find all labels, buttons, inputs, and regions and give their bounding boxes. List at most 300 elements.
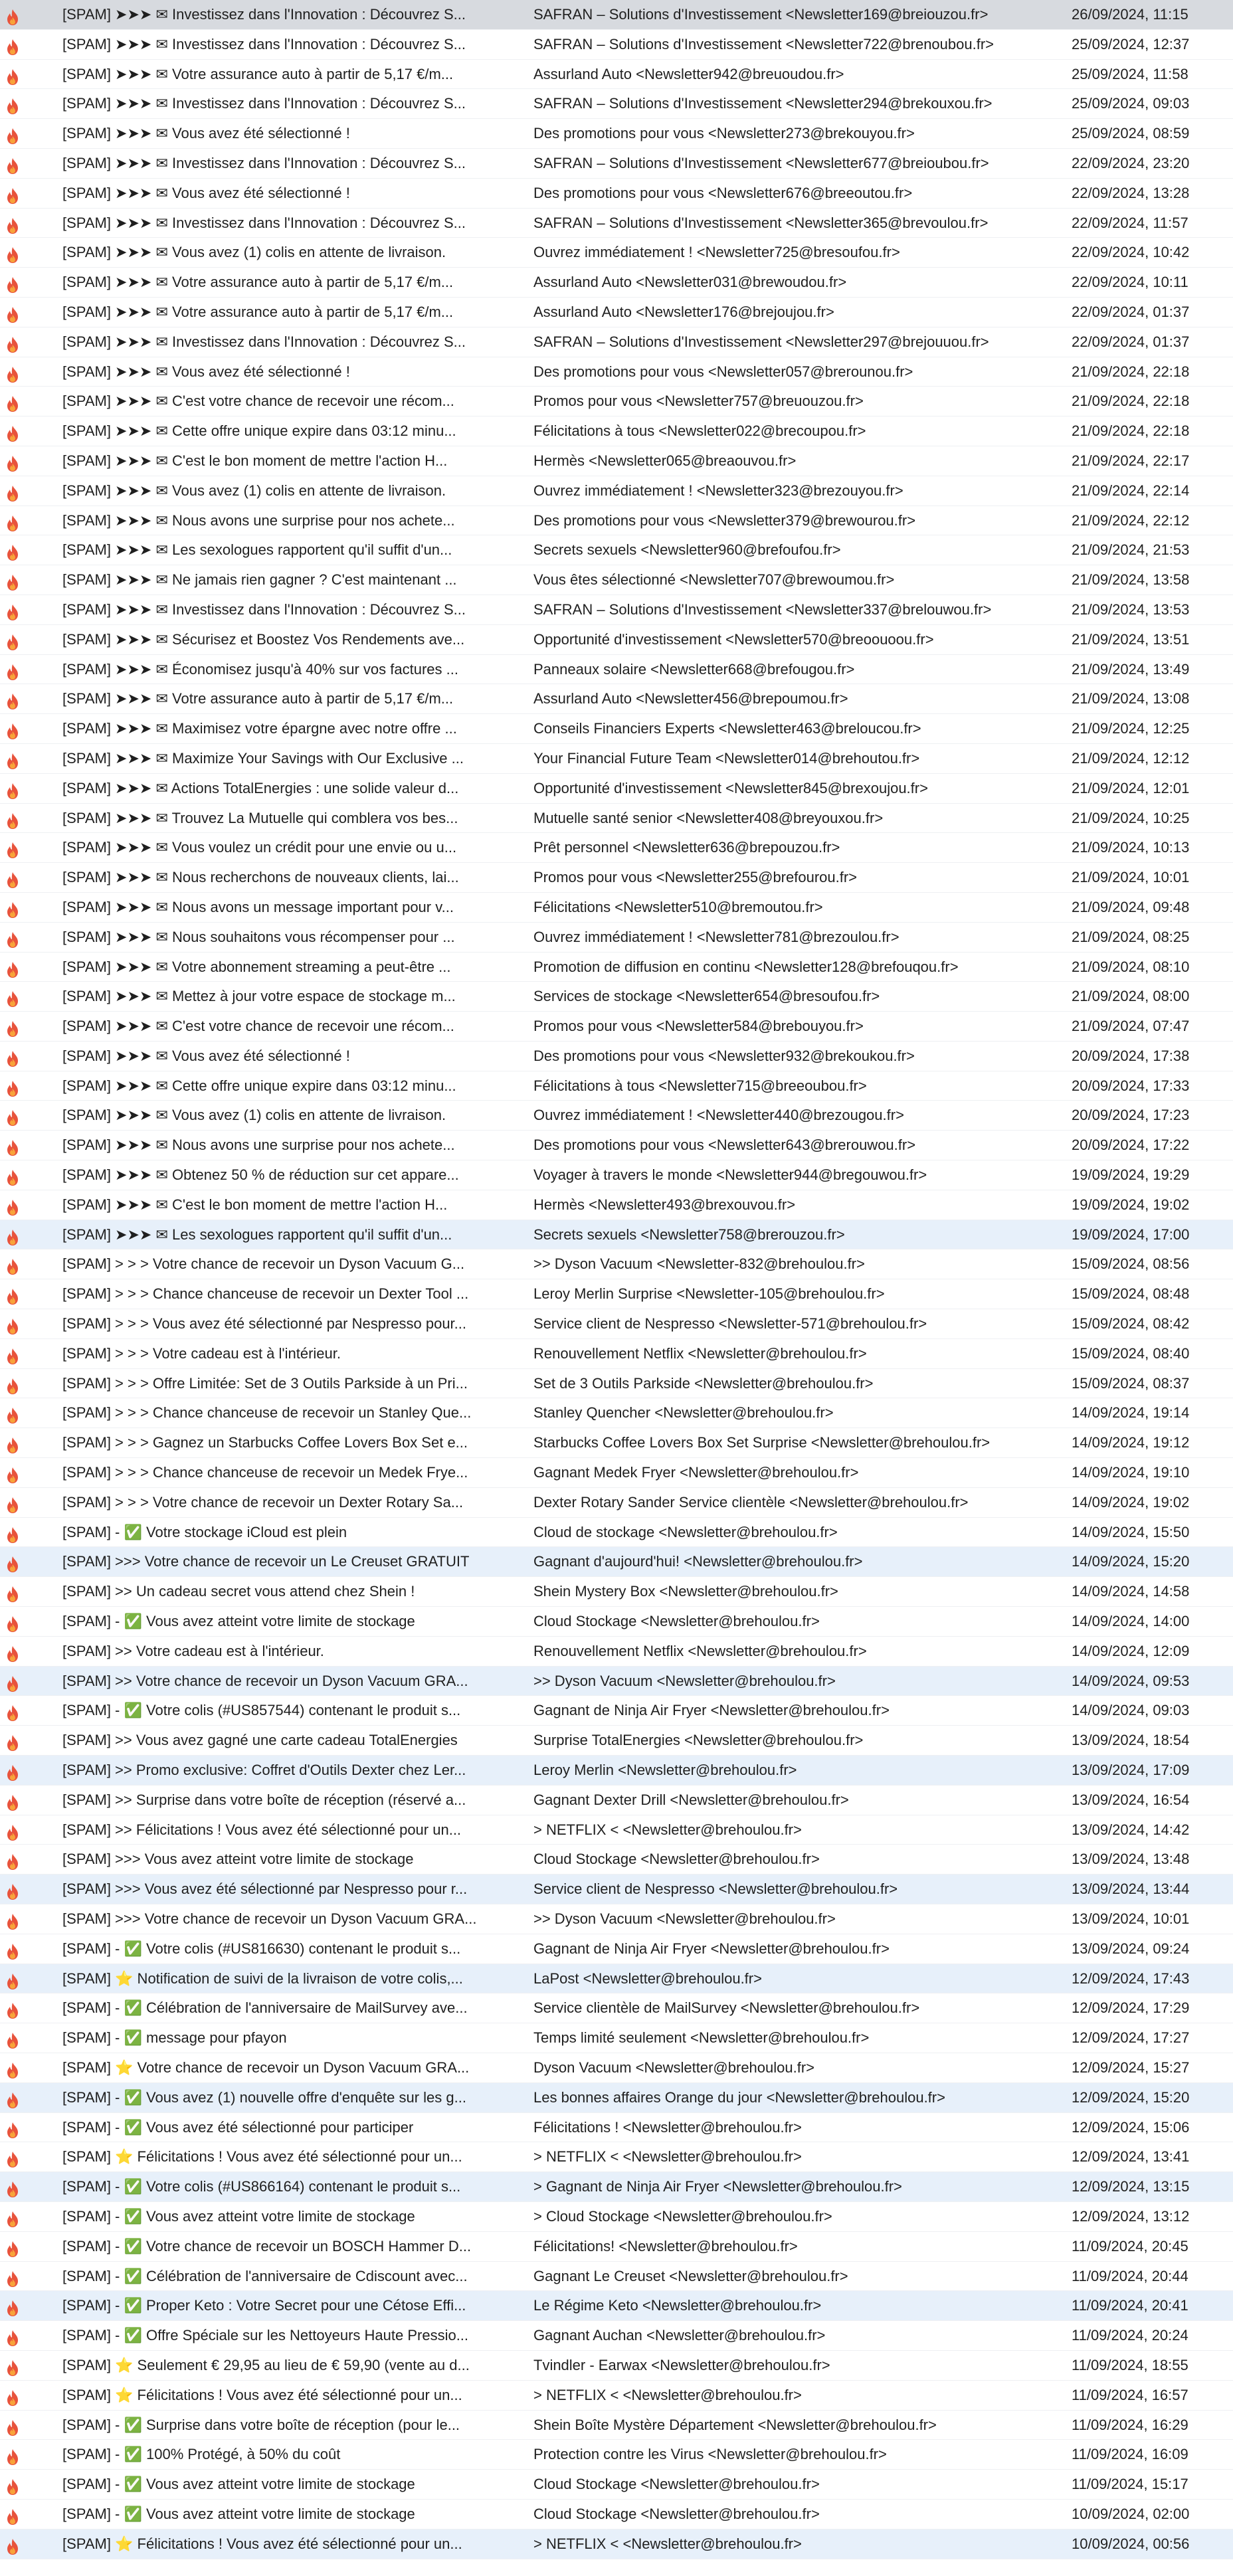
message-row[interactable] xyxy=(0,684,1233,714)
message-sender: SAFRAN – Solutions d'Investissement <Newsletter294@brekouxou.fr> xyxy=(533,95,993,112)
message-sender: Dexter Rotary Sander Service clientèle <Newsletter@brehoulou.fr> xyxy=(533,1493,969,1511)
message-subject: [SPAM] ➤➤➤ ✉ Ne jamais rien gagner ? C'est maintenant ... xyxy=(62,571,457,589)
message-row[interactable] xyxy=(0,2500,1233,2530)
message-date: 12/09/2024, 17:29 xyxy=(1072,1999,1190,2017)
message-date: 22/09/2024, 10:42 xyxy=(1072,244,1190,261)
message-row[interactable] xyxy=(0,446,1233,476)
message-sender: Des promotions pour vous <Newsletter643@brerouwou.fr> xyxy=(533,1137,916,1154)
message-sender: Prêt personnel <Newsletter636@brepouzou.fr> xyxy=(533,839,840,856)
junk-flame-icon xyxy=(5,7,20,24)
message-subject: [SPAM] ➤➤➤ ✉ Cette offre unique expire dans 03:12 minu... xyxy=(62,1077,456,1094)
message-subject: [SPAM] - ✅ Votre colis (#US866164) contenant le produit s... xyxy=(62,2178,461,2195)
message-row[interactable] xyxy=(0,2262,1233,2292)
message-subject: [SPAM] >> Promo exclusive: Coffret d'Outils Dexter chez Ler... xyxy=(62,1762,466,1779)
junk-flame-icon xyxy=(5,781,20,798)
message-row[interactable] xyxy=(0,1904,1233,1934)
message-subject: [SPAM] ➤➤➤ ✉ Nous avons une surprise pour nos achete... xyxy=(62,511,455,529)
message-date: 20/09/2024, 17:22 xyxy=(1072,1137,1190,1154)
message-row[interactable] xyxy=(0,209,1233,238)
message-row[interactable] xyxy=(0,893,1233,923)
message-row[interactable] xyxy=(0,1160,1233,1190)
message-subject: [SPAM] ➤➤➤ ✉ Votre assurance auto à partir de 5,17 €/m... xyxy=(62,65,454,82)
message-subject: [SPAM] ➤➤➤ ✉ Vous avez (1) colis en attente de livraison. xyxy=(62,244,446,261)
message-row[interactable] xyxy=(0,2291,1233,2321)
message-subject: [SPAM] ➤➤➤ ✉ Les sexologues rapportent qu'il suffit d'un... xyxy=(62,541,452,559)
message-sender: Service client de Nespresso <Newsletter@brehoulou.fr> xyxy=(533,1881,898,1898)
message-subject: [SPAM] > > > Chance chanceuse de recevoir un Stanley Que... xyxy=(62,1404,472,1422)
message-row[interactable] xyxy=(0,506,1233,536)
message-subject: [SPAM] > > > Votre chance de recevoir un Dyson Vacuum G... xyxy=(62,1255,465,1273)
message-row[interactable] xyxy=(0,476,1233,506)
message-sender: Promotion de diffusion en continu <Newsletter128@brefouqou.fr> xyxy=(533,958,959,975)
message-date: 14/09/2024, 19:12 xyxy=(1072,1434,1190,1451)
message-row[interactable] xyxy=(0,714,1233,744)
message-subject: [SPAM] ➤➤➤ ✉ Votre assurance auto à partir de 5,17 €/m... xyxy=(62,690,454,707)
message-subject: [SPAM] ➤➤➤ ✉ Vous avez (1) colis en attente de livraison. xyxy=(62,1107,446,1124)
message-row[interactable] xyxy=(0,1577,1233,1607)
message-row[interactable] xyxy=(0,1398,1233,1428)
message-sender: > Cloud Stockage <Newsletter@brehoulou.fr> xyxy=(533,2207,832,2225)
message-sender: Les bonnes affaires Orange du jour <Newsletter@brehoulou.fr> xyxy=(533,2088,945,2106)
message-date: 10/09/2024, 00:56 xyxy=(1072,2535,1190,2552)
message-row[interactable] xyxy=(0,953,1233,982)
message-row[interactable] xyxy=(0,1309,1233,1339)
message-row[interactable] xyxy=(0,238,1233,268)
message-date: 13/09/2024, 16:54 xyxy=(1072,1791,1190,1808)
message-date: 15/09/2024, 08:40 xyxy=(1072,1344,1190,1362)
junk-flame-icon xyxy=(5,1851,20,1869)
junk-flame-icon xyxy=(5,810,20,828)
message-row[interactable] xyxy=(0,2321,1233,2351)
message-row[interactable] xyxy=(0,1131,1233,1160)
message-row[interactable] xyxy=(0,833,1233,863)
junk-flame-icon xyxy=(5,304,20,322)
message-row[interactable] xyxy=(0,1786,1233,1815)
message-sender: Gagnant Dexter Drill <Newsletter@brehoulou.fr> xyxy=(533,1791,849,1808)
message-subject: [SPAM] ➤➤➤ ✉ Investissez dans l'Innovation : Découvrez S... xyxy=(62,154,466,171)
message-date: 25/09/2024, 08:59 xyxy=(1072,125,1190,142)
message-subject: [SPAM] > > > Gagnez un Starbucks Coffee Lovers Box Set e... xyxy=(62,1434,468,1451)
message-sender: Starbucks Coffee Lovers Box Set Surprise <Newsletter@brehoulou.fr> xyxy=(533,1434,991,1451)
message-subject: [SPAM] >>> Votre chance de recevoir un Dyson Vacuum GRA... xyxy=(62,1910,477,1927)
message-subject: [SPAM] >> Votre chance de recevoir un Dyson Vacuum GRA... xyxy=(62,1672,468,1689)
message-subject: [SPAM] - ✅ 100% Protégé, à 50% du coût xyxy=(62,2446,341,2463)
junk-flame-icon xyxy=(5,2417,20,2435)
junk-flame-icon xyxy=(5,2030,20,2047)
message-row[interactable] xyxy=(0,1428,1233,1458)
message-sender: SAFRAN – Solutions d'Investissement <Newsletter677@breioubou.fr> xyxy=(533,154,989,171)
message-date: 21/09/2024, 22:18 xyxy=(1072,393,1190,410)
message-row[interactable] xyxy=(0,1220,1233,1250)
junk-flame-icon xyxy=(5,2060,20,2077)
junk-flame-icon xyxy=(5,1584,20,1601)
message-sender: Assurland Auto <Newsletter176@brejoujou.fr> xyxy=(533,303,834,320)
message-row[interactable] xyxy=(0,1369,1233,1399)
message-date: 25/09/2024, 09:03 xyxy=(1072,95,1190,112)
message-row[interactable] xyxy=(0,2142,1233,2172)
message-date: 21/09/2024, 13:58 xyxy=(1072,571,1190,589)
message-sender: Ouvrez immédiatement ! <Newsletter781@brezoulou.fr> xyxy=(533,928,900,945)
junk-flame-icon xyxy=(5,2328,20,2345)
message-sender: Your Financial Future Team <Newsletter014@brehoutou.fr> xyxy=(533,749,920,767)
message-sender: Assurland Auto <Newsletter942@breuoudou.fr> xyxy=(533,65,844,82)
message-date: 21/09/2024, 10:13 xyxy=(1072,839,1190,856)
message-row[interactable] xyxy=(0,1637,1233,1667)
message-sender: Conseils Financiers Experts <Newsletter463@breloucou.fr> xyxy=(533,720,921,737)
message-sender: Vous êtes sélectionné <Newsletter707@brewoumou.fr> xyxy=(533,571,895,589)
junk-flame-icon xyxy=(5,155,20,173)
message-subject: [SPAM] ➤➤➤ ✉ Sécurisez et Boostez Vos Rendements ave... xyxy=(62,630,465,648)
message-sender: Renouvellement Netflix <Newsletter@brehoulou.fr> xyxy=(533,1344,867,1362)
message-subject: [SPAM] - ✅ Offre Spéciale sur les Nettoyeurs Haute Pressio... xyxy=(62,2327,469,2344)
junk-flame-icon xyxy=(5,244,20,262)
message-row[interactable] xyxy=(0,2113,1233,2143)
message-row[interactable] xyxy=(0,89,1233,119)
message-sender: >> Dyson Vacuum <Newsletter@brehoulou.fr> xyxy=(533,1672,836,1689)
message-subject: [SPAM] ⭐ Félicitations ! Vous avez été sélectionné pour un... xyxy=(62,2148,462,2165)
message-subject: [SPAM] ⭐ Votre chance de recevoir un Dyson Vacuum GRA... xyxy=(62,2059,470,2076)
message-date: 13/09/2024, 09:24 xyxy=(1072,1940,1190,1957)
message-row[interactable] xyxy=(0,2232,1233,2262)
message-row[interactable] xyxy=(0,1071,1233,1101)
junk-flame-icon xyxy=(5,185,20,203)
message-row[interactable] xyxy=(0,982,1233,1012)
message-row[interactable] xyxy=(0,298,1233,327)
message-subject: [SPAM] > > > Votre cadeau est à l'intérieur. xyxy=(62,1344,341,1362)
message-date: 15/09/2024, 08:56 xyxy=(1072,1255,1190,1273)
message-row[interactable] xyxy=(0,179,1233,209)
message-row[interactable] xyxy=(0,2023,1233,2053)
message-sender: Tvindler - Earwax <Newsletter@brehoulou.fr> xyxy=(533,2356,830,2373)
message-date: 11/09/2024, 16:09 xyxy=(1072,2446,1188,2463)
message-subject: [SPAM] - ✅ Votre chance de recevoir un BOSCH Hammer D... xyxy=(62,2237,472,2254)
message-date: 25/09/2024, 12:37 xyxy=(1072,35,1190,52)
message-row[interactable] xyxy=(0,1815,1233,1845)
message-row[interactable] xyxy=(0,2411,1233,2440)
message-row[interactable] xyxy=(0,1339,1233,1369)
message-subject: [SPAM] ➤➤➤ ✉ Maximize Your Savings with Our Exclusive ... xyxy=(62,749,464,767)
message-subject: [SPAM] > > > Chance chanceuse de recevoir un Medek Frye... xyxy=(62,1464,468,1481)
message-date: 11/09/2024, 20:45 xyxy=(1072,2237,1188,2254)
message-date: 21/09/2024, 10:25 xyxy=(1072,809,1190,826)
message-sender: > NETFLIX < <Newsletter@brehoulou.fr> xyxy=(533,2386,802,2403)
message-row[interactable] xyxy=(0,1279,1233,1309)
message-date: 22/09/2024, 01:37 xyxy=(1072,303,1190,320)
message-sender: Cloud de stockage <Newsletter@brehoulou.fr> xyxy=(533,1523,838,1540)
message-date: 13/09/2024, 13:48 xyxy=(1072,1851,1190,1868)
message-sender: Hermès <Newsletter065@breaouvou.fr> xyxy=(533,452,797,469)
message-row[interactable] xyxy=(0,357,1233,387)
message-row[interactable] xyxy=(0,1012,1233,1042)
message-sender: Félicitations! <Newsletter@brehoulou.fr> xyxy=(533,2237,798,2254)
message-subject: [SPAM] - ✅ Célébration de l'anniversaire de Cdiscount avec... xyxy=(62,2267,468,2284)
junk-flame-icon xyxy=(5,1941,20,1958)
junk-flame-icon xyxy=(5,1465,20,1482)
message-sender: Gagnant d'aujourd'hui! <Newsletter@brehoulou.fr> xyxy=(533,1553,863,1570)
message-row[interactable] xyxy=(0,1964,1233,1994)
message-date: 21/09/2024, 08:00 xyxy=(1072,988,1190,1005)
message-row[interactable] xyxy=(0,2053,1233,2083)
message-subject: [SPAM] ➤➤➤ ✉ Vous avez (1) colis en attente de livraison. xyxy=(62,482,446,499)
message-row[interactable] xyxy=(0,149,1233,179)
message-row[interactable] xyxy=(0,2083,1233,2113)
message-subject: [SPAM] ➤➤➤ ✉ Nous avons un message important pour v... xyxy=(62,898,454,915)
message-row[interactable] xyxy=(0,60,1233,90)
message-row[interactable] xyxy=(0,2351,1233,2381)
junk-flame-icon xyxy=(5,1881,20,1898)
junk-flame-icon xyxy=(5,126,20,143)
message-date: 21/09/2024, 08:10 xyxy=(1072,958,1190,975)
message-date: 21/09/2024, 22:17 xyxy=(1072,452,1190,469)
message-sender: Gagnant Le Creuset <Newsletter@brehoulou.fr> xyxy=(533,2267,848,2284)
message-subject: [SPAM] >> Félicitations ! Vous avez été sélectionné pour un... xyxy=(62,1821,462,1838)
junk-flame-icon xyxy=(5,1702,20,1720)
message-subject: [SPAM] ➤➤➤ ✉ C'est le bon moment de mettre l'action H... xyxy=(62,452,448,469)
message-subject: [SPAM] ➤➤➤ ✉ Vous avez été sélectionné ! xyxy=(62,1047,350,1064)
message-sender: Des promotions pour vous <Newsletter932@brekoukou.fr> xyxy=(533,1047,915,1064)
message-row[interactable] xyxy=(0,1845,1233,1875)
message-date: 13/09/2024, 14:42 xyxy=(1072,1821,1190,1838)
message-row[interactable] xyxy=(0,416,1233,446)
message-subject: [SPAM] ➤➤➤ ✉ Investissez dans l'Innovation : Découvrez S... xyxy=(62,6,466,23)
message-sender: > NETFLIX < <Newsletter@brehoulou.fr> xyxy=(533,2535,802,2552)
message-subject: [SPAM] ➤➤➤ ✉ Votre abonnement streaming a peut-être ... xyxy=(62,958,451,975)
message-sender: Opportunité d'investissement <Newsletter570@breoouoou.fr> xyxy=(533,630,934,648)
message-sender: >> Dyson Vacuum <Newsletter@brehoulou.fr> xyxy=(533,1910,836,1927)
message-sender: Temps limité seulement <Newsletter@brehoulou.fr> xyxy=(533,2029,870,2047)
message-date: 12/09/2024, 13:15 xyxy=(1072,2178,1190,2195)
message-sender: Leroy Merlin Surprise <Newsletter-105@brehoulou.fr> xyxy=(533,1285,885,1303)
message-sender: Félicitations à tous <Newsletter022@brecoupou.fr> xyxy=(533,422,866,440)
message-row[interactable] xyxy=(0,923,1233,953)
message-date: 21/09/2024, 13:08 xyxy=(1072,690,1190,707)
junk-flame-icon xyxy=(5,1048,20,1065)
junk-flame-icon xyxy=(5,1137,20,1154)
message-subject: [SPAM] > > > Offre Limitée: Set de 3 Outils Parkside à un Pri... xyxy=(62,1374,468,1392)
message-date: 14/09/2024, 15:20 xyxy=(1072,1553,1190,1570)
junk-flame-icon xyxy=(5,1762,20,1780)
message-sender: Opportunité d'investissement <Newsletter845@brexoujou.fr> xyxy=(533,779,928,796)
junk-flame-icon xyxy=(5,215,20,232)
message-subject: [SPAM] ➤➤➤ ✉ Investissez dans l'Innovation : Découvrez S... xyxy=(62,95,466,112)
message-row[interactable] xyxy=(0,0,1233,30)
message-sender: Le Régime Keto <Newsletter@brehoulou.fr> xyxy=(533,2297,822,2314)
message-sender: Promos pour vous <Newsletter757@breuouzou.fr> xyxy=(533,393,864,410)
message-subject: [SPAM] >> Vous avez gagné une carte cadeau TotalEnergies xyxy=(62,1732,458,1749)
message-subject: [SPAM] - ✅ Votre colis (#US816630) contenant le produit s... xyxy=(62,1940,461,1957)
message-subject: [SPAM] - ✅ Proper Keto : Votre Secret pour une Cétose Effi... xyxy=(62,2297,466,2314)
message-date: 14/09/2024, 09:03 xyxy=(1072,1702,1190,1719)
junk-flame-icon xyxy=(5,2506,20,2524)
junk-flame-icon xyxy=(5,1554,20,1571)
message-row[interactable] xyxy=(0,1042,1233,1071)
message-row[interactable] xyxy=(0,2202,1233,2232)
message-date: 21/09/2024, 22:18 xyxy=(1072,363,1190,380)
message-date: 19/09/2024, 17:00 xyxy=(1072,1226,1190,1243)
junk-flame-icon xyxy=(5,2268,20,2286)
message-subject: [SPAM] ⭐ Seulement € 29,95 au lieu de € 59,90 (vente au d... xyxy=(62,2356,470,2373)
message-row[interactable] xyxy=(0,119,1233,149)
message-sender: Assurland Auto <Newsletter456@brepoumou.fr> xyxy=(533,690,848,707)
message-subject: [SPAM] - ✅ Célébration de l'anniversaire de MailSurvey ave... xyxy=(62,1999,468,2017)
message-subject: [SPAM] ➤➤➤ ✉ Vous avez été sélectionné ! xyxy=(62,184,350,201)
message-subject: [SPAM] - ✅ Vous avez été sélectionné pour participer xyxy=(62,2118,414,2136)
message-date: 20/09/2024, 17:23 xyxy=(1072,1107,1190,1124)
message-date: 22/09/2024, 11:57 xyxy=(1072,214,1188,231)
message-date: 15/09/2024, 08:37 xyxy=(1072,1374,1190,1392)
message-sender: Félicitations <Newsletter510@bremoutou.fr> xyxy=(533,898,823,915)
junk-flame-icon xyxy=(5,1971,20,1988)
junk-flame-icon xyxy=(5,2476,20,2494)
message-subject: [SPAM] - ✅ Vous avez atteint votre limite de stockage xyxy=(62,2505,415,2522)
message-row[interactable] xyxy=(0,1458,1233,1488)
junk-flame-icon xyxy=(5,1167,20,1184)
junk-flame-icon xyxy=(5,1286,20,1303)
message-subject: [SPAM] ➤➤➤ ✉ Vous voulez un crédit pour une envie ou u... xyxy=(62,839,457,856)
junk-flame-icon xyxy=(5,959,20,976)
message-date: 22/09/2024, 13:28 xyxy=(1072,184,1190,201)
message-row[interactable] xyxy=(0,2530,1233,2559)
message-row[interactable] xyxy=(0,1607,1233,1637)
junk-flame-icon xyxy=(5,542,20,559)
message-date: 11/09/2024, 20:44 xyxy=(1072,2267,1188,2284)
message-subject: [SPAM] ➤➤➤ ✉ Cette offre unique expire dans 03:12 minu... xyxy=(62,422,456,440)
message-date: 20/09/2024, 17:33 xyxy=(1072,1077,1190,1094)
message-sender: SAFRAN – Solutions d'Investissement <Newsletter297@brejouuou.fr> xyxy=(533,333,989,350)
message-subject: [SPAM] ➤➤➤ ✉ C'est votre chance de recevoir une récom... xyxy=(62,393,454,410)
message-date: 21/09/2024, 13:51 xyxy=(1072,630,1190,648)
message-subject: [SPAM] - ✅ Vous avez atteint votre limite de stockage xyxy=(62,2207,415,2225)
message-row[interactable] xyxy=(0,565,1233,595)
message-row[interactable] xyxy=(0,1667,1233,1697)
message-sender: Ouvrez immédiatement ! <Newsletter323@brezouyou.fr> xyxy=(533,482,903,499)
message-row[interactable] xyxy=(0,744,1233,774)
message-date: 26/09/2024, 11:15 xyxy=(1072,6,1188,23)
junk-flame-icon xyxy=(5,66,20,84)
message-subject: [SPAM] ➤➤➤ ✉ Mettez à jour votre espace de stockage m... xyxy=(62,988,456,1005)
message-row[interactable] xyxy=(0,1249,1233,1279)
message-row[interactable] xyxy=(0,1756,1233,1786)
junk-flame-icon xyxy=(5,840,20,857)
message-row[interactable] xyxy=(0,2172,1233,2202)
junk-flame-icon xyxy=(5,393,20,411)
message-date: 13/09/2024, 13:44 xyxy=(1072,1881,1190,1898)
message-sender: Des promotions pour vous <Newsletter676@breeoutou.fr> xyxy=(533,184,913,201)
message-row[interactable] xyxy=(0,625,1233,655)
message-row[interactable] xyxy=(0,1190,1233,1220)
message-sender: > NETFLIX < <Newsletter@brehoulou.fr> xyxy=(533,1821,802,1838)
message-sender: Dyson Vacuum <Newsletter@brehoulou.fr> xyxy=(533,2059,815,2076)
message-subject: [SPAM] ➤➤➤ ✉ Actions TotalEnergies : une solide valeur d... xyxy=(62,779,459,796)
junk-flame-icon xyxy=(5,1405,20,1422)
junk-flame-icon xyxy=(5,2536,20,2553)
message-row[interactable] xyxy=(0,1696,1233,1726)
message-row[interactable] xyxy=(0,2470,1233,2500)
message-date: 11/09/2024, 16:57 xyxy=(1072,2386,1188,2403)
message-date: 14/09/2024, 15:50 xyxy=(1072,1523,1190,1540)
message-date: 21/09/2024, 07:47 xyxy=(1072,1018,1190,1035)
message-subject: [SPAM] ⭐ Notification de suivi de la livraison de votre colis,... xyxy=(62,1970,463,1987)
message-subject: [SPAM] - ✅ Vous avez atteint votre limite de stockage xyxy=(62,1613,415,1630)
message-subject: [SPAM] >> Votre cadeau est à l'intérieur. xyxy=(62,1642,324,1659)
junk-flame-icon xyxy=(5,274,20,292)
junk-flame-icon xyxy=(5,1732,20,1750)
message-row[interactable] xyxy=(0,1547,1233,1577)
message-row[interactable] xyxy=(0,1934,1233,1964)
message-row[interactable] xyxy=(0,1993,1233,2023)
message-date: 25/09/2024, 11:58 xyxy=(1072,65,1188,82)
junk-flame-icon xyxy=(5,2298,20,2315)
message-row[interactable] xyxy=(0,1726,1233,1756)
junk-flame-icon xyxy=(5,453,20,470)
junk-flame-icon xyxy=(5,96,20,113)
message-row[interactable] xyxy=(0,1875,1233,1904)
junk-flame-icon xyxy=(5,1435,20,1452)
message-date: 10/09/2024, 02:00 xyxy=(1072,2505,1190,2522)
message-date: 11/09/2024, 18:55 xyxy=(1072,2356,1188,2373)
junk-flame-icon xyxy=(5,1495,20,1512)
junk-flame-icon xyxy=(5,483,20,500)
junk-flame-icon xyxy=(5,37,20,54)
junk-flame-icon xyxy=(5,870,20,887)
message-subject: [SPAM] > > > Vous avez été sélectionné par Nespresso pour... xyxy=(62,1315,466,1333)
message-subject: [SPAM] ➤➤➤ ✉ Votre assurance auto à partir de 5,17 €/m... xyxy=(62,274,454,291)
message-date: 22/09/2024, 23:20 xyxy=(1072,154,1190,171)
junk-flame-icon xyxy=(5,1316,20,1333)
message-sender: Assurland Auto <Newsletter031@brewoudou.fr> xyxy=(533,274,847,291)
junk-flame-icon xyxy=(5,2239,20,2256)
junk-flame-icon xyxy=(5,899,20,917)
message-subject: [SPAM] ➤➤➤ ✉ Obtenez 50 % de réduction sur cet appare... xyxy=(62,1166,459,1184)
message-subject: [SPAM] - ✅ message pour pfayon xyxy=(62,2029,287,2047)
junk-flame-icon xyxy=(5,1792,20,1809)
message-date: 21/09/2024, 08:25 xyxy=(1072,928,1190,945)
message-subject: [SPAM] ➤➤➤ ✉ Votre assurance auto à partir de 5,17 €/m... xyxy=(62,303,454,320)
message-subject: [SPAM] ➤➤➤ ✉ Investissez dans l'Innovation : Découvrez S... xyxy=(62,333,466,350)
message-row[interactable] xyxy=(0,863,1233,893)
message-row[interactable] xyxy=(0,774,1233,804)
message-date: 22/09/2024, 01:37 xyxy=(1072,333,1190,350)
message-row[interactable] xyxy=(0,535,1233,565)
junk-flame-icon xyxy=(5,751,20,768)
message-sender: Hermès <Newsletter493@brexouvou.fr> xyxy=(533,1196,796,1213)
message-sender: Secrets sexuels <Newsletter758@brerouzou.fr> xyxy=(533,1226,845,1243)
message-sender: Ouvrez immédiatement ! <Newsletter725@bresoufou.fr> xyxy=(533,244,900,261)
message-sender: LaPost <Newsletter@brehoulou.fr> xyxy=(533,1970,762,1987)
message-row[interactable] xyxy=(0,595,1233,625)
junk-flame-icon xyxy=(5,1078,20,1095)
junk-flame-icon xyxy=(5,2090,20,2107)
message-subject: [SPAM] >> Un cadeau secret vous attend chez Shein ! xyxy=(62,1583,415,1600)
message-row[interactable] xyxy=(0,30,1233,60)
message-row[interactable] xyxy=(0,804,1233,834)
message-row[interactable] xyxy=(0,2440,1233,2470)
message-row[interactable] xyxy=(0,1518,1233,1548)
message-date: 12/09/2024, 17:43 xyxy=(1072,1970,1190,1987)
message-row[interactable] xyxy=(0,268,1233,298)
junk-flame-icon xyxy=(5,1256,20,1273)
message-row[interactable] xyxy=(0,1488,1233,1518)
message-row[interactable] xyxy=(0,387,1233,416)
junk-flame-icon xyxy=(5,929,20,947)
junk-flame-icon xyxy=(5,1643,20,1661)
message-subject: [SPAM] >>> Vous avez atteint votre limite de stockage xyxy=(62,1851,414,1868)
message-row[interactable] xyxy=(0,2381,1233,2411)
message-row[interactable] xyxy=(0,655,1233,685)
message-row[interactable] xyxy=(0,1101,1233,1131)
junk-flame-icon xyxy=(5,2446,20,2464)
message-row[interactable] xyxy=(0,327,1233,357)
